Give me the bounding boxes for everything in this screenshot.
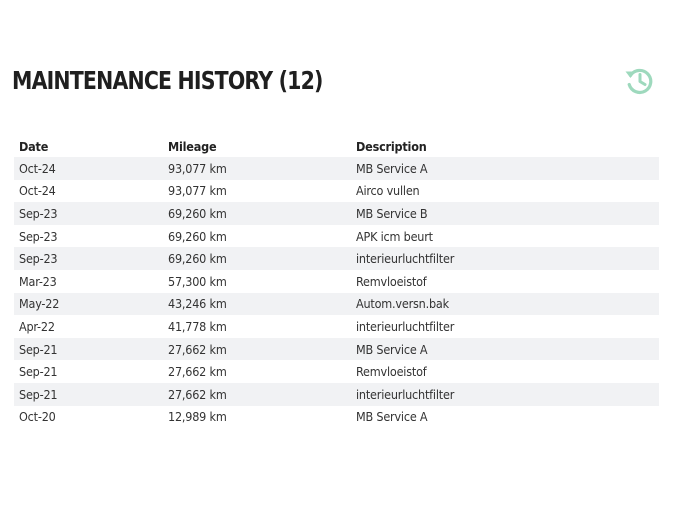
- cell-mileage: 41,778 km: [168, 318, 227, 334]
- column-header-date: Date: [19, 139, 49, 154]
- cell-description: Airco vullen: [356, 183, 420, 199]
- maintenance-history-table: [14, 136, 659, 428]
- cell-mileage: 12,989 km: [168, 409, 227, 425]
- table-row: [14, 406, 659, 429]
- cell-mileage: 27,662 km: [163, 383, 351, 406]
- cell-description: APK icm beurt: [356, 228, 433, 244]
- cell-date: Sep-23: [14, 202, 163, 225]
- cell-description: interieurluchtfilter: [351, 383, 659, 406]
- cell-description: MB Service B: [351, 202, 659, 225]
- cell-date: Sep-21: [14, 383, 163, 406]
- table-row: [14, 360, 659, 383]
- table-body: [14, 157, 659, 428]
- cell-date: Sep-21: [14, 338, 163, 361]
- cell-mileage: 69,260 km: [163, 202, 351, 225]
- cell-date: Sep-21: [19, 364, 58, 380]
- cell-date: Apr-22: [19, 318, 55, 334]
- cell-date: Oct-24: [19, 183, 56, 199]
- table-row: [14, 383, 659, 406]
- cell-mileage: 27,662 km: [168, 364, 227, 380]
- table-header-row: [14, 136, 659, 157]
- cell-date: Mar-23: [19, 273, 57, 289]
- cell-mileage: 57,300 km: [168, 273, 227, 289]
- cell-mileage: 69,260 km: [168, 228, 227, 244]
- table-row: [14, 270, 659, 293]
- cell-description: MB Service A: [351, 338, 659, 361]
- table-row: [14, 338, 659, 361]
- table-row: [14, 180, 659, 203]
- table-row: [14, 315, 659, 338]
- cell-date: Sep-23: [14, 247, 163, 270]
- cell-date: Oct-24: [14, 157, 163, 180]
- table-row: [14, 247, 659, 270]
- history-icon[interactable]: [622, 63, 656, 97]
- cell-description: Autom.versn.bak: [351, 293, 659, 316]
- cell-description: MB Service A: [356, 409, 428, 425]
- cell-description: Remvloeistof: [356, 364, 427, 380]
- cell-description: Remvloeistof: [356, 273, 427, 289]
- column-header-description: Description: [356, 139, 427, 154]
- cell-description: MB Service A: [351, 157, 659, 180]
- table-row: [14, 202, 659, 225]
- table-row: [14, 157, 659, 180]
- cell-mileage: 93,077 km: [168, 183, 227, 199]
- cell-description: interieurluchtfilter: [356, 318, 455, 334]
- page-title: MAINTENANCE HISTORY (12): [12, 66, 323, 95]
- cell-mileage: 93,077 km: [163, 157, 351, 180]
- cell-mileage: 27,662 km: [163, 338, 351, 361]
- table-row: [14, 293, 659, 316]
- column-header-mileage: Mileage: [168, 139, 217, 154]
- cell-date: Oct-20: [19, 409, 56, 425]
- cell-mileage: 69,260 km: [163, 247, 351, 270]
- cell-date: May-22: [14, 293, 163, 316]
- cell-mileage: 43,246 km: [163, 293, 351, 316]
- table-row: [14, 225, 659, 248]
- cell-description: interieurluchtfilter: [351, 247, 659, 270]
- cell-date: Sep-23: [19, 228, 58, 244]
